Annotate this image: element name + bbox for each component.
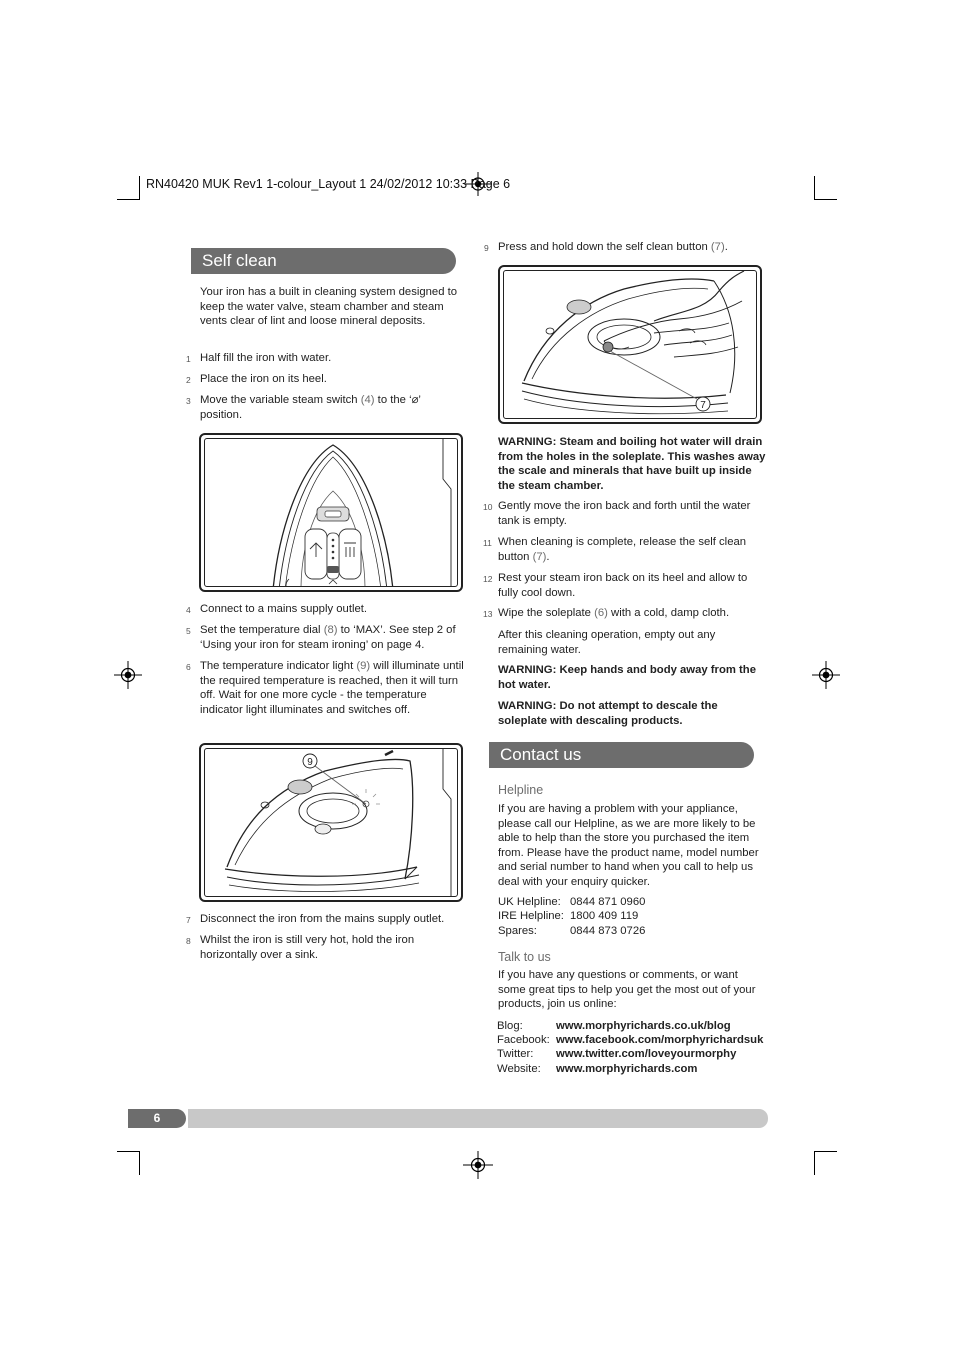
step-number: 3 (186, 396, 191, 406)
step-number: 13 (483, 609, 493, 619)
step-text: When cleaning is complete, release the self clean button (498, 536, 747, 563)
step-item (483, 606, 763, 621)
figure-self-clean-button (498, 265, 762, 424)
step-number: 11 (483, 538, 492, 548)
step-number: 9 (484, 243, 489, 253)
crop-mark (815, 1151, 837, 1152)
step-number: 5 (186, 626, 191, 636)
step-number: 1 (186, 354, 191, 364)
part-reference: (6) (594, 607, 608, 619)
facebook-link[interactable]: www.facebook.com/morphyrichardsuk (556, 1034, 764, 1046)
step-number: 2 (186, 375, 191, 385)
step-item (484, 240, 763, 255)
step-text: will illuminate until the required temperature is reached, then it will turn off. Wait for one more cycle - the temperature indicator light illuminates and switches off. (200, 660, 464, 716)
callout-7: 7 (700, 400, 706, 411)
step-text: Press and hold down the self clean button (498, 241, 711, 253)
step-text: Whilst the iron is still very hot, hold the iron horizontally over a sink. (200, 934, 415, 961)
step-text: Gently move the iron back and forth until the water tank is empty. (498, 500, 751, 527)
iron-side-view-illustration (205, 749, 458, 897)
warning-hot-water: WARNING: Keep hands and body away from the hot water. (498, 664, 756, 691)
step-text: . (724, 241, 728, 253)
talk-to-us-text: If you have any questions or comments, or want some great tips to help you get the most out of your products, join us online: (498, 969, 756, 1011)
social-link-row: Website: www.morphyrichards.com (497, 1063, 698, 1075)
step-text: ’ position. (200, 394, 421, 421)
step-text: The temperature indicator light (200, 660, 357, 672)
step-text: with a cold, damp cloth. (607, 607, 730, 619)
step-number: 8 (186, 936, 191, 946)
part-reference: (9) (356, 660, 371, 672)
part-reference: (8) (323, 624, 338, 636)
step-number: 6 (186, 662, 191, 672)
self-clean-intro: Your iron has a built in cleaning system designed to keep the water valve, steam chamber and steam vents clear of lint and loose mineral deposits. (200, 286, 458, 328)
section-title-self-clean: Self clean (191, 248, 456, 274)
website-link[interactable]: www.morphyrichards.com (556, 1063, 698, 1075)
phone-row: IRE Helpline: 1800 409 119 (498, 910, 639, 922)
step-text: Connect to a mains supply outlet. (200, 603, 368, 615)
crop-mark (814, 176, 815, 200)
step-text: to the ‘ (374, 394, 412, 406)
step-item (186, 393, 465, 422)
step-number: 7 (186, 915, 191, 925)
step-item (186, 602, 465, 617)
iron-top-view-illustration (205, 439, 458, 587)
after-clean-note: After this cleaning operation, empty out any remaining water. (498, 629, 716, 656)
step-item (186, 659, 465, 717)
crop-mark (814, 1151, 815, 1175)
crop-mark (139, 176, 140, 200)
print-slug: RN40420 MUK Rev1 1-colour_Layout 1 24/02/2012 10:33 Page 6 (146, 177, 511, 191)
step-item (483, 499, 763, 528)
step-item (186, 912, 465, 927)
step-text: Move the variable steam switch (200, 394, 361, 406)
social-link-row: Blog: www.morphyrichards.co.uk/blog (497, 1020, 731, 1032)
phone-row: Spares: 0844 873 0726 (498, 925, 646, 937)
step-text: Disconnect the iron from the mains supply outlet. (200, 913, 445, 925)
helpline-heading: Helpline (498, 783, 544, 797)
helpline-text: If you are having a problem with your appliance, please call our Helpline, as we are more likely to be able to help than the store you purchased the item from. Please have the product name, model number and serial number to hand when you call to help us deal with your enquiry quicker. (498, 803, 759, 888)
part-reference: (7) (710, 241, 725, 253)
crop-mark (139, 1151, 140, 1175)
step-text: Place the iron on its heel. (200, 373, 327, 385)
social-link-row: Twitter: www.twitter.com/loveyourmorphy (497, 1048, 737, 1060)
hand-pressing-button-illustration (504, 271, 757, 419)
step-number: 10 (483, 502, 493, 512)
footer-bar (188, 1109, 768, 1128)
blog-link[interactable]: www.morphyrichards.co.uk/blog (556, 1020, 731, 1032)
part-reference: (4) (360, 394, 375, 406)
registration-mark-icon (114, 661, 142, 689)
phone-row: UK Helpline: 0844 871 0960 (498, 896, 646, 908)
crop-mark (815, 199, 837, 200)
crop-mark (117, 199, 139, 200)
figure-iron-indicator-light (199, 743, 463, 902)
step-item (483, 535, 763, 564)
section-title-contact-us: Contact us (489, 742, 754, 768)
warning-descaling: WARNING: Do not attempt to descale the soleplate with descaling products. (498, 700, 718, 727)
page-number: 6 (128, 1109, 186, 1128)
step-text: Set the temperature dial (200, 624, 324, 636)
step-item (186, 623, 465, 652)
step-item (186, 351, 465, 366)
step-text: Wipe the soleplate (498, 607, 595, 619)
step-item (186, 933, 465, 962)
registration-mark-icon (812, 661, 840, 689)
step-text: . (546, 550, 550, 563)
step-number: 4 (186, 605, 191, 615)
twitter-link[interactable]: www.twitter.com/loveyourmorphy (556, 1048, 737, 1060)
part-reference: (7) (532, 550, 547, 563)
step-text: Rest your steam iron back on its heel and allow to fully cool down. (498, 572, 748, 599)
step-item (186, 372, 465, 387)
registration-mark-icon (463, 1151, 493, 1179)
self-clean-symbol-icon: ⌀ (411, 394, 419, 406)
crop-mark (117, 1151, 139, 1152)
callout-9: 9 (307, 757, 313, 768)
step-item (483, 571, 766, 600)
warning-steam: WARNING: Steam and boiling hot water will drain from the holes in the soleplate. This washes away the scale and minerals that have built up inside the steam chamber. (498, 436, 766, 492)
step-number: 12 (483, 574, 493, 584)
step-text: Half fill the iron with water. (200, 352, 332, 364)
talk-to-us-heading: Talk to us (498, 950, 551, 964)
step-text: to ‘MAX’. See step 2 of ‘Using your iron for steam ironing’ on page 4. (200, 624, 456, 651)
figure-iron-top-view (199, 433, 463, 592)
social-link-row: Facebook: www.facebook.com/morphyrichardsuk (497, 1034, 764, 1046)
